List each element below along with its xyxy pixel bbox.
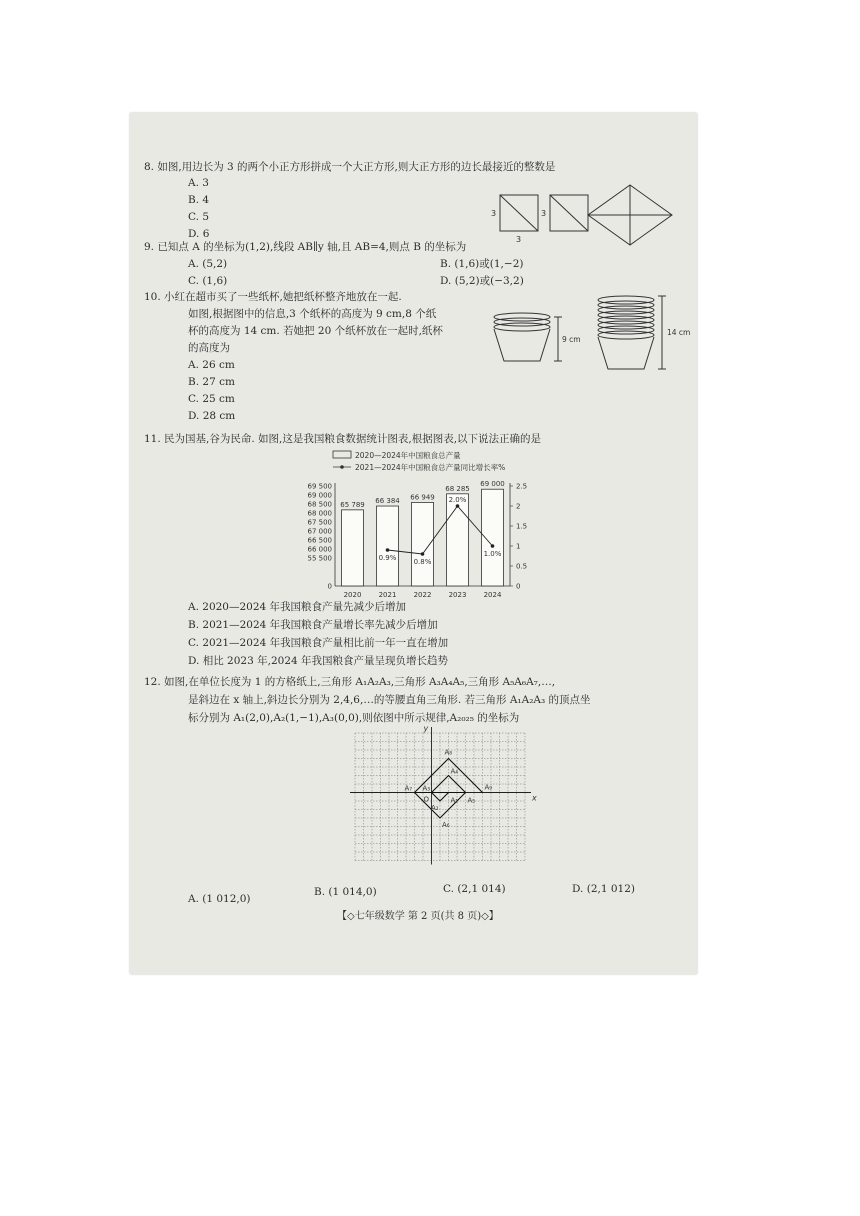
q8-option-d: D. 6 bbox=[188, 228, 210, 240]
growth-point bbox=[456, 504, 460, 508]
legend-line-label: 2021—2024年中国粮食总产量同比增长率% bbox=[355, 463, 506, 472]
q9-stem: 9. 已知点 A 的坐标为(1,2),线段 AB∥y 轴,且 AB=4,则点 B 的坐标为 bbox=[144, 241, 467, 253]
q11-stem: 11. 民为国基,谷为民命. 如图,这是我国粮食数据统计图表,根据图表,以下说法正确的是 bbox=[144, 433, 542, 445]
q12-stem-line: 12. 如图,在单位长度为 1 的方格纸上,三角形 A₁A₂A₃,三角形 A₃A₄A₅,三角形 A₅A₆A₇,…, bbox=[144, 676, 556, 688]
q11-option-a: A. 2020—2024 年我国粮食产量先减少后增加 bbox=[188, 601, 407, 613]
legend-line-marker bbox=[340, 465, 344, 469]
q10-cups-figure bbox=[490, 291, 690, 376]
growth-label: 2.0% bbox=[448, 496, 467, 504]
bar-value-label: 69 000 bbox=[480, 480, 505, 489]
q12-figure bbox=[345, 724, 545, 878]
x-axis-label: x bbox=[532, 793, 537, 803]
q10-option-b: B. 27 cm bbox=[188, 376, 235, 388]
q11-option-d: D. 相比 2023 年,2024 年我国粮食产量呈现负增长趋势 bbox=[188, 655, 449, 667]
point-label: A₄ bbox=[450, 767, 459, 776]
q8-stem: 8. 如图,用边长为 3 的两个小正方形拼成一个大正方形,则大正方形的边长最接近的整数是 bbox=[144, 161, 556, 173]
q10-label-14cm: 14 cm bbox=[667, 328, 691, 337]
q12-option-d: D. (2,1 012) bbox=[572, 883, 635, 895]
origin-label: O bbox=[423, 795, 430, 804]
left-tick-label: 67 500 bbox=[307, 518, 332, 527]
q12-stem-line: 是斜边在 x 轴上,斜边长分别为 2,4,6,…的等腰直角三角形. 若三角形 A₁A₂A₃ 的顶点坐 bbox=[188, 694, 591, 706]
page-footer: 【◇七年级数学 第 2 页(共 8 页)◇】 bbox=[337, 911, 499, 922]
q8-side-label: 3 bbox=[491, 209, 497, 218]
q8-option-a: A. 3 bbox=[188, 177, 209, 189]
bar bbox=[342, 510, 364, 586]
point-label: A₆ bbox=[442, 821, 450, 829]
growth-series-line bbox=[388, 506, 493, 554]
left-tick-label: 66 500 bbox=[307, 536, 332, 545]
right-tick-label: 2 bbox=[516, 502, 521, 511]
q8-figure bbox=[490, 185, 680, 245]
q9-option-a: A. (5,2) bbox=[188, 258, 228, 270]
x-tick-label: 2023 bbox=[448, 591, 467, 599]
growth-point bbox=[386, 548, 390, 552]
right-tick-label: 1 bbox=[516, 542, 521, 551]
x-tick-label: 2021 bbox=[378, 591, 397, 599]
q9-option-b: B. (1,6)或(1,−2) bbox=[440, 258, 524, 270]
y-axis-label: y bbox=[423, 724, 429, 733]
point-label: A₁ bbox=[450, 796, 459, 805]
bar-value-label: 66 384 bbox=[375, 497, 400, 506]
growth-label: 0.9% bbox=[378, 554, 397, 562]
q10-stem-line: 如图,根据图中的信息,3 个纸杯的高度为 9 cm,8 个纸 bbox=[188, 308, 437, 320]
q12-option-c: C. (2,1 014) bbox=[443, 883, 506, 895]
left-tick-label: 68 000 bbox=[307, 509, 332, 518]
point-label: A₃ bbox=[422, 784, 431, 793]
q8-side-label: 3 bbox=[541, 209, 547, 218]
point-label: A₅ bbox=[467, 796, 476, 805]
point-label: A₈ bbox=[444, 748, 453, 757]
point-label: A₉ bbox=[484, 783, 493, 792]
x-tick-label: 2024 bbox=[483, 591, 502, 599]
chart-legend bbox=[333, 450, 505, 472]
bar bbox=[377, 506, 399, 586]
q11-option-c: C. 2021—2024 年我国粮食产量相比前一年一直在增加 bbox=[188, 637, 449, 649]
left-tick-label: 0 bbox=[327, 582, 332, 591]
left-tick-label: 69 500 bbox=[307, 482, 332, 491]
x-tick-label: 2022 bbox=[413, 591, 432, 599]
q12-option-b: B. (1 014,0) bbox=[314, 886, 377, 898]
grid-lines bbox=[355, 733, 525, 861]
right-tick-label: 0 bbox=[516, 582, 521, 591]
point-label: A₇ bbox=[404, 784, 413, 793]
q9-option-d: D. (5,2)或(−3,2) bbox=[440, 275, 524, 287]
bar-value-label: 68 285 bbox=[445, 484, 470, 493]
growth-point bbox=[421, 552, 425, 556]
q9-option-c: C. (1,6) bbox=[188, 275, 228, 287]
bar-value-label: 65 789 bbox=[340, 500, 365, 509]
q8-side-label: 3 bbox=[516, 235, 522, 244]
legend-bar-swatch bbox=[333, 451, 351, 458]
q10-label-9cm: 9 cm bbox=[562, 335, 581, 344]
left-tick-label: 66 000 bbox=[307, 545, 332, 554]
left-tick-label: 68 500 bbox=[307, 500, 332, 509]
left-tick-label: 55 500 bbox=[307, 554, 332, 563]
q8-option-c: C. 5 bbox=[188, 211, 210, 223]
q10-stem-line: 的高度为 bbox=[188, 342, 230, 354]
right-tick-label: 0.5 bbox=[516, 562, 528, 571]
right-tick-label: 2.5 bbox=[516, 482, 528, 491]
q10-option-a: A. 26 cm bbox=[188, 359, 235, 371]
q8-option-b: B. 4 bbox=[188, 194, 210, 206]
growth-point bbox=[491, 544, 495, 548]
q11-chart bbox=[305, 450, 575, 602]
exam-page bbox=[130, 113, 697, 974]
chart-plot-area bbox=[308, 480, 528, 599]
growth-label: 0.8% bbox=[413, 558, 432, 566]
q10-stem-line: 杯的高度为 14 cm. 若她把 20 个纸杯放在一起时,纸杯 bbox=[188, 325, 443, 337]
left-tick-label: 69 000 bbox=[307, 491, 332, 500]
q12-stem-line: 标分别为 A₁(2,0),A₂(1,−1),A₃(0,0),则依图中所示规律,A₂₀₂₅ 的坐标为 bbox=[188, 712, 520, 724]
legend-bar-label: 2020—2024年中国粮食总产量 bbox=[355, 451, 461, 460]
q11-option-b: B. 2021—2024 年我国粮食产量增长率先减少后增加 bbox=[188, 619, 438, 631]
left-tick-label: 67 000 bbox=[307, 527, 332, 536]
q10-option-d: D. 28 cm bbox=[188, 410, 236, 422]
q10-option-c: C. 25 cm bbox=[188, 393, 235, 405]
bar-value-label: 66 949 bbox=[410, 493, 435, 502]
q10-stem-line: 10. 小红在超市买了一些纸杯,她把纸杯整齐地放在一起. bbox=[144, 291, 402, 303]
x-tick-label: 2020 bbox=[343, 591, 362, 599]
growth-label: 1.0% bbox=[483, 550, 502, 558]
point-label: A₂ bbox=[431, 804, 439, 812]
q12-option-a: A. (1 012,0) bbox=[188, 893, 251, 905]
right-tick-label: 1.5 bbox=[516, 522, 528, 531]
